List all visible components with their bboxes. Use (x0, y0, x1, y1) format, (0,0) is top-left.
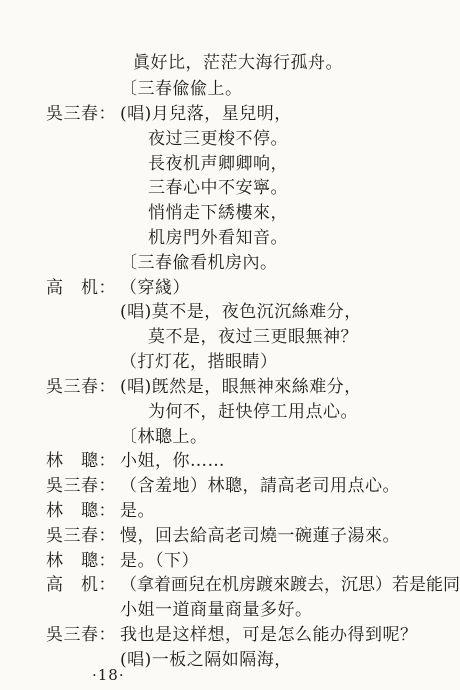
line-text: 〔林聰上。 (120, 427, 208, 447)
line-text: 慢，回去給高老司燒一碗蓮子湯來。 (120, 526, 400, 546)
line-text: （拿着画兒在机房踱來踱去，沉思）若是能同 (120, 575, 460, 595)
line-text: 小姐，你…… (120, 451, 225, 471)
line-text: (唱)旣然是，眼無神來絲难分， (120, 377, 362, 397)
speaker-name: 林 聰： (46, 501, 116, 521)
page-number: ·18· (92, 666, 125, 684)
line-text: 小姐一道商量商量多好。 (120, 600, 313, 620)
line-text: 〔三春偸看机房內。 (120, 253, 278, 273)
line-text: 眞好比，茫茫大海行孤舟。 (133, 53, 343, 73)
speaker-name: 吳三春： (46, 476, 116, 496)
line-text: (唱)莫不是，夜色沉沉絲难分， (120, 302, 362, 322)
speaker-name: 林 聰： (46, 451, 116, 471)
speaker-name: 吳三春： (46, 104, 116, 124)
speaker-name: 高 机： (46, 575, 116, 595)
line-text: 三春心中不安寧。 (148, 178, 288, 198)
line-text: （穿綫） (120, 278, 190, 298)
line-text: （打灯花，揩眼睛） (120, 352, 278, 372)
line-text: （含羞地）林聰，請高老司用点心。 (120, 476, 400, 496)
line-text: 是。 (120, 501, 155, 521)
line-text: 悄悄走下綉樓來， (148, 203, 288, 223)
line-text: 夜过三更梭不停。 (148, 129, 288, 149)
speaker-name: 高 机： (46, 278, 116, 298)
speaker-name: 林 聰： (46, 551, 116, 571)
line-text: 長夜机声卿卿响， (148, 154, 288, 174)
line-text: 是。（下） (120, 551, 199, 571)
speaker-name: 吳三春： (46, 377, 116, 397)
line-text: (唱)一板之隔如隔海， (120, 650, 292, 670)
line-text: 我也是这样想，可是怎么能办得到呢？ (120, 625, 418, 645)
speaker-name: 吳三春： (46, 526, 116, 546)
line-text: 为何不，赶快停工用点心。 (148, 402, 358, 422)
line-text: 〔三春偸偸上。 (120, 79, 243, 99)
line-text: (唱)月兒落，星兒明， (120, 104, 292, 124)
speaker-name: 吳三春： (46, 625, 116, 645)
line-text: 机房門外看知音。 (148, 228, 288, 248)
line-text: 莫不是，夜过三更眼無神？ (148, 327, 358, 347)
